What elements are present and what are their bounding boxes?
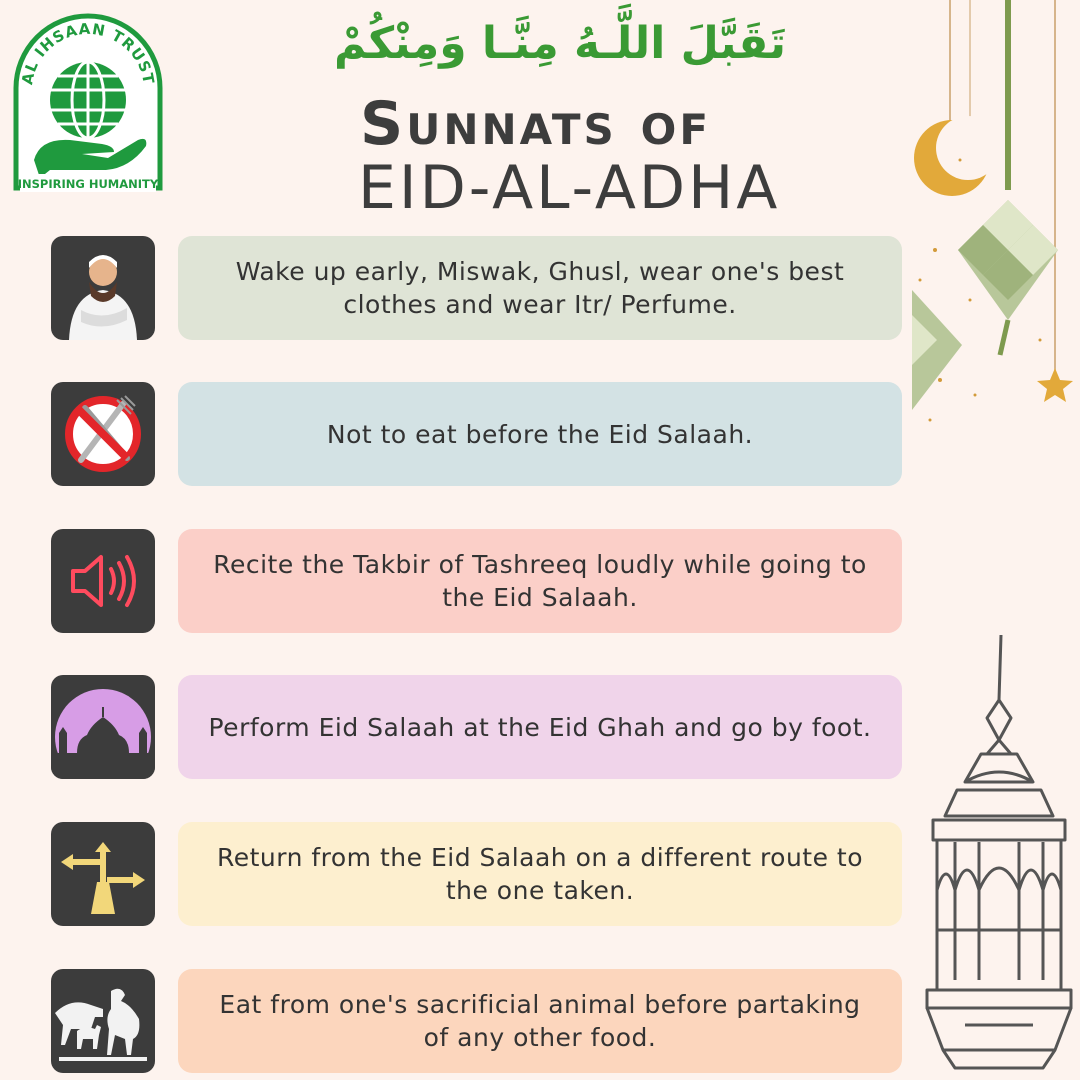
lantern-icon [915,630,1080,1075]
speaker-loud-icon [51,529,155,633]
row-icon-crossroads [51,822,155,926]
arabic-greeting: تَقَبَّلَ اللَّـهُ مِنَّـا وَمِنْكُمْ [333,18,787,69]
sunnat-card-6 [178,969,902,1073]
sunnat-text-5: Return from the Eid Salaah on a different route to the one taken. [216,843,864,905]
row-icon-no-eating [51,382,155,486]
sunnat-card-1 [178,236,902,340]
title-line-1: Sunnats of [360,89,712,159]
animals-icon [51,969,155,1073]
crescent-moon-icon [914,116,1000,196]
mosque-icon [51,675,155,779]
hanging-decorations [900,0,1080,430]
ketupat-icon [958,200,1058,355]
crossroads-arrows-icon [51,822,155,926]
ketupat-partial-icon [912,290,962,410]
row-icon-man-dressed [51,236,155,340]
sunnat-card-2 [178,382,902,486]
man-dressed-icon [51,236,155,340]
sunnat-card-4 [178,675,902,779]
no-eating-icon [51,382,155,486]
logo-tagline: INSPIRING HUMANITY [17,177,159,191]
title-line-2: EID-AL-ADHA [358,153,781,223]
row-icon-animals [51,969,155,1073]
star-icon [1037,368,1073,402]
al-ihsaan-trust-logo [10,10,166,196]
sunnat-text-2: Not to eat before the Eid Salaah. [326,419,754,449]
globe-icon [50,62,126,138]
row-icon-mosque [51,675,155,779]
sunnat-text-4: Perform Eid Salaah at the Eid Ghah and go by foot. [208,712,872,742]
sunnat-text-6: Eat from one's sacrificial animal before partaking of any other food. [219,990,861,1052]
sunnat-text-3: Recite the Takbir of Tashreeq loudly while going to the Eid Salaah. [213,550,867,612]
sunnat-card-5 [178,822,902,926]
row-icon-speaker [51,529,155,633]
sunnat-text-1: Wake up early, Miswak, Ghusl, wear one's best clothes and wear Itr/ Perfume. [235,257,845,319]
sunnat-card-3 [178,529,902,633]
logo-org-name: AL IHSAAN TRUST [18,19,158,87]
